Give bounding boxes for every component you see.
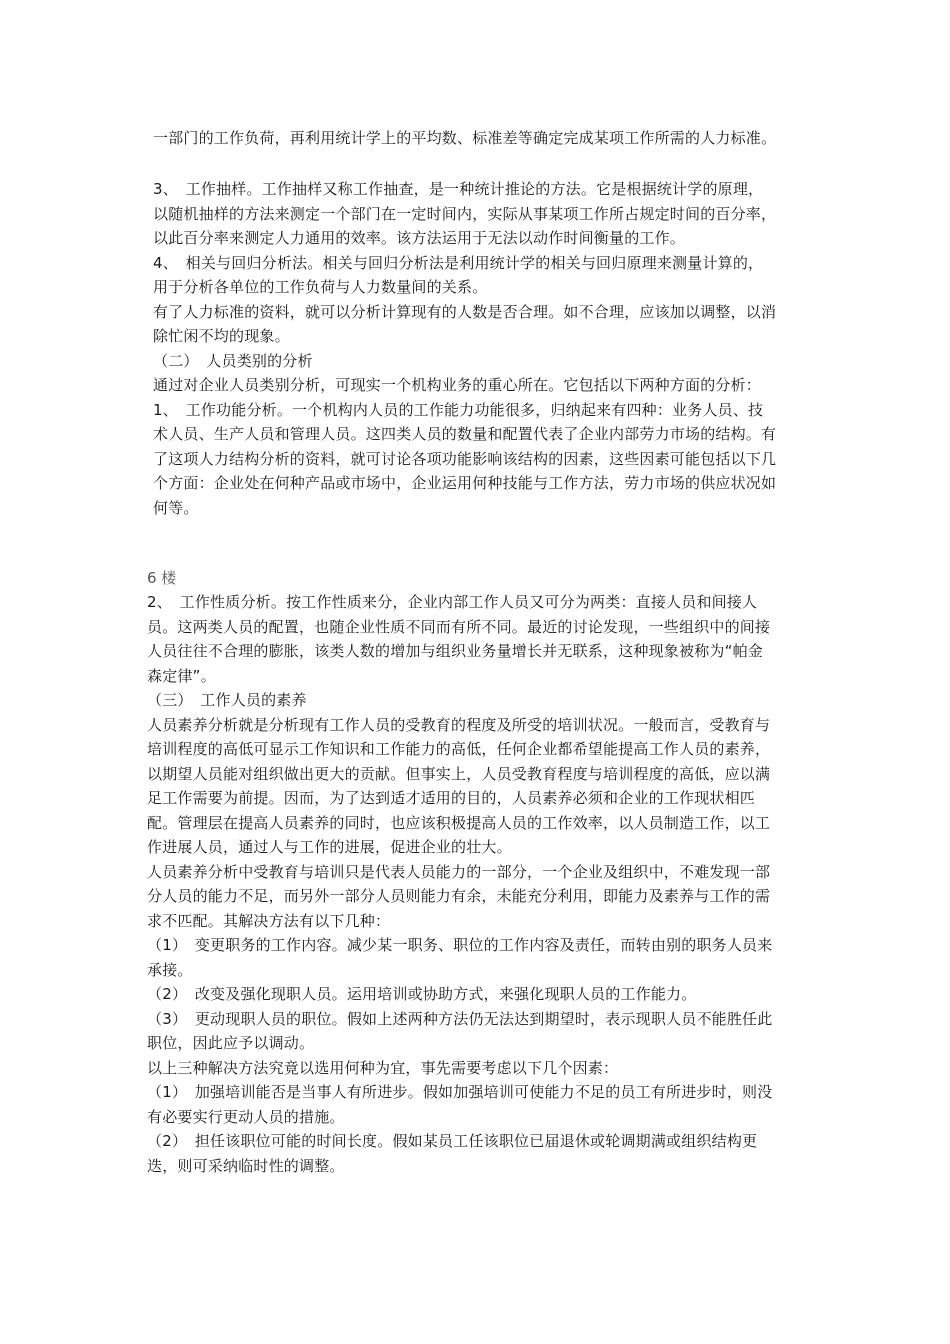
text-line: 通过对企业人员类别分析，可现实一个机构业务的重心所在。它包括以下两种方面的分析： <box>153 376 762 394</box>
list-item: （2） 担任该职位可能的时间长度。假如某员工任该职位已届退休或轮调期满或组织结构更 <box>147 1132 758 1150</box>
text-line: 求不匹配。其解决方法有以下几种： <box>147 911 391 930</box>
list-item: （1） 加强培训能否是当事人有所进步。假如加强培训可使能力不足的员工有所进步时，则没 <box>147 1083 773 1101</box>
text-line: 以随机抽样的方法来测定一个部门在一定时间内，实际从事某项工作所占规定时间的百分率， <box>153 204 777 223</box>
text-line: 3、 工作抽样。工作抽样又称工作抽查，是一种统计推论的方法。它是根据统计学的原理， <box>153 180 764 198</box>
text-line: 人员素养分析中受教育与培训只是代表人员能力的一部分，一个企业及组织中，不难发现一部 <box>147 862 771 881</box>
text-line: 以此百分率来测定人力通用的效率。该方法运用于无法以动作时间衡量的工作。 <box>153 229 686 247</box>
text-line: 术人员、生产人员和管理人员。这四类人员的数量和配置代表了企业内部劳力市场的结构。有 <box>153 425 777 443</box>
section-nature-and-qualification <box>147 590 852 1178</box>
text-line: 有了人力标准的资料，就可以分析计算现有的人数是否合理。如不合理，应该加以调整，以消 <box>153 302 777 321</box>
list-item: （2） 改变及强化现职人员。运用培训或协助方式，来强化现职人员的工作能力。 <box>147 985 697 1003</box>
text-line: 了这项人力结构分析的资料，就可讨论各项功能影响该结构的因素，这些因素可能包括以下几 <box>153 449 777 468</box>
text-line: 人员往往不合理的膨胀，该类人数的增加与组织业务量增长并无联系，这种现象被称为“帕金 <box>147 642 763 660</box>
floor-label: 6 楼 <box>147 569 177 587</box>
list-item: （1） 变更职务的工作内容。减少某一职务、职位的工作内容及责任，而转由别的职务人员来 <box>147 936 773 954</box>
text-line: 个方面：企业处在何种产品或市场中，企业运用何种技能与工作方法，劳力市场的供应状况如 <box>153 474 777 492</box>
text-line: 森定律”。 <box>147 666 216 685</box>
text-line: 培训程度的高低可显示工作知识和工作能力的高低，任何企业都希望能提高工作人员的素养， <box>147 740 771 758</box>
text-line: 1、 工作功能分析。一个机构内人员的工作能力功能很多，归纳起来有四种：业务人员、技 <box>153 400 764 419</box>
text-line: 用于分析各单位的工作负荷与人力数量间的关系。 <box>153 278 488 296</box>
text-line: 作进展人员，通过人与工作的进展，促进企业的壮大。 <box>147 838 512 856</box>
text-line: 一部门的工作负荷，再利用统计学上的平均数、标准差等确定完成某项工作所需的人力标准。 <box>153 129 777 147</box>
section-sampling-and-categories <box>153 177 853 520</box>
text-line: 有必要实行更动人员的措施。 <box>147 1107 345 1126</box>
paragraph-standard-continuation <box>153 126 853 151</box>
text-line: 4、 相关与回归分析法。相关与回归分析法是利用统计学的相关与回归原理来测量计算的， <box>153 253 764 272</box>
text-line: 配。管理层在提高人员素养的同时，也应该积极提高人员的工作效率，以人员制造工作，以工 <box>147 813 771 832</box>
text-line: 足工作需要为前提。因而，为了达到适才适用的目的，人员素养必须和企业的工作现状相匹 <box>147 789 756 807</box>
subheading: （二） 人员类别的分析 <box>153 351 313 370</box>
text-line: 以上三种解决方法究竟以选用何种为宜，事先需要考虑以下几个因素： <box>147 1058 619 1077</box>
text-line: 2、 工作性质分析。按工作性质来分，企业内部工作人员又可分为两类：直接人员和间接人 <box>147 593 758 611</box>
subheading: （三） 工作人员的素养 <box>147 691 307 709</box>
text-line: 承接。 <box>147 960 193 979</box>
text-line: 人员素养分析就是分析现有工作人员的受教育的程度及所受的培训状况。一般而言，受教育与 <box>147 715 771 734</box>
text-line: 何等。 <box>153 498 199 517</box>
text-line: 分人员的能力不足，而另外一部分人员则能力有余，未能充分利用，即能力及素养与工作的需 <box>147 887 771 905</box>
text-line: 职位，因此应予以调动。 <box>147 1034 315 1052</box>
text-line: 除忙闲不均的现象。 <box>153 327 290 345</box>
text-line: 员。这两类人员的配置，也随企业性质不同而有所不同。最近的讨论发现，一些组织中的间接 <box>147 617 771 636</box>
list-item: （3） 更动现职人员的职位。假如上述两种方法仍无法达到期望时，表示现职人员不能胜任此 <box>147 1009 773 1028</box>
text-line: 迭，则可采纳临时性的调整。 <box>147 1156 345 1175</box>
text-line: 以期望人员能对组织做出更大的贡献。但事实上，人员受教育程度与培训程度的高低，应以满 <box>147 764 771 783</box>
